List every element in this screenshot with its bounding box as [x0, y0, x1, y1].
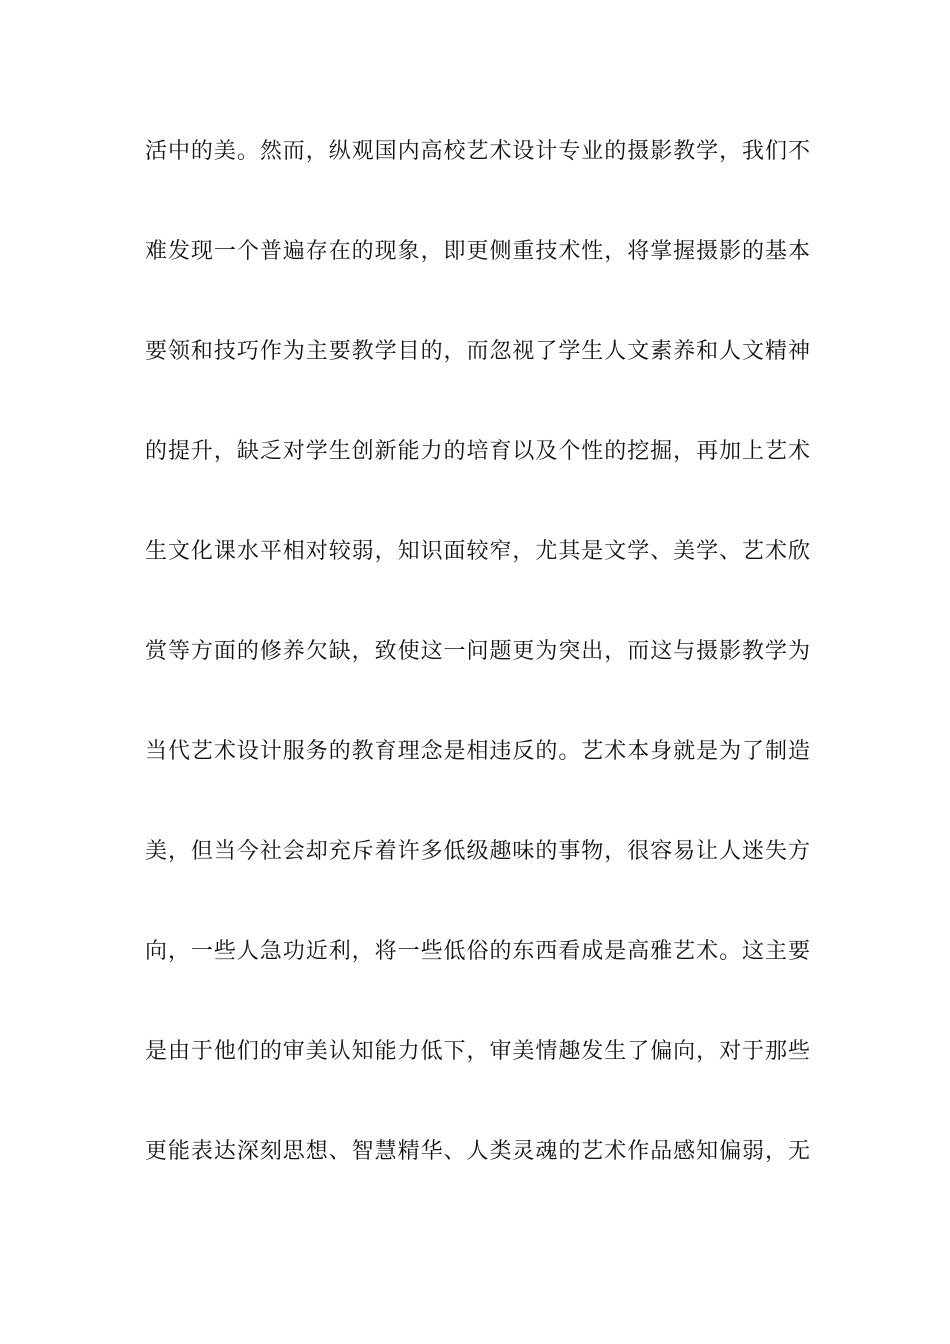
text-line: 向，一些人急功近利，将一些低俗的东西看成是高雅艺术。这主要: [145, 939, 810, 964]
body-paragraph: [145, 130, 810, 1230]
text-line: 活中的美。然而，纵观国内高校艺术设计专业的摄影教学，我们不: [145, 139, 810, 164]
text-line: 难发现一个普遍存在的现象，即更侧重技术性，将掌握摄影的基本: [145, 239, 810, 264]
text-line: 更能表达深刻思想、智慧精华、人类灵魂的艺术作品感知偏弱，无: [145, 1139, 810, 1164]
text-line: 美，但当今社会却充斥着许多低级趣味的事物，很容易让人迷失方: [145, 839, 810, 864]
text-line: 的提升，缺乏对学生创新能力的培育以及个性的挖掘，再加上艺术: [145, 439, 810, 464]
text-line: 赏等方面的修养欠缺，致使这一问题更为突出，而这与摄影教学为: [145, 639, 810, 664]
text-line: 要领和技巧作为主要教学目的，而忽视了学生人文素养和人文精神: [145, 339, 810, 364]
text-line: 生文化课水平相对较弱，知识面较窄，尤其是文学、美学、艺术欣: [145, 539, 810, 564]
text-line: 当代艺术设计服务的教育理念是相违反的。艺术本身就是为了制造: [145, 739, 810, 764]
text-line: 是由于他们的审美认知能力低下，审美情趣发生了偏向，对于那些: [145, 1039, 810, 1064]
